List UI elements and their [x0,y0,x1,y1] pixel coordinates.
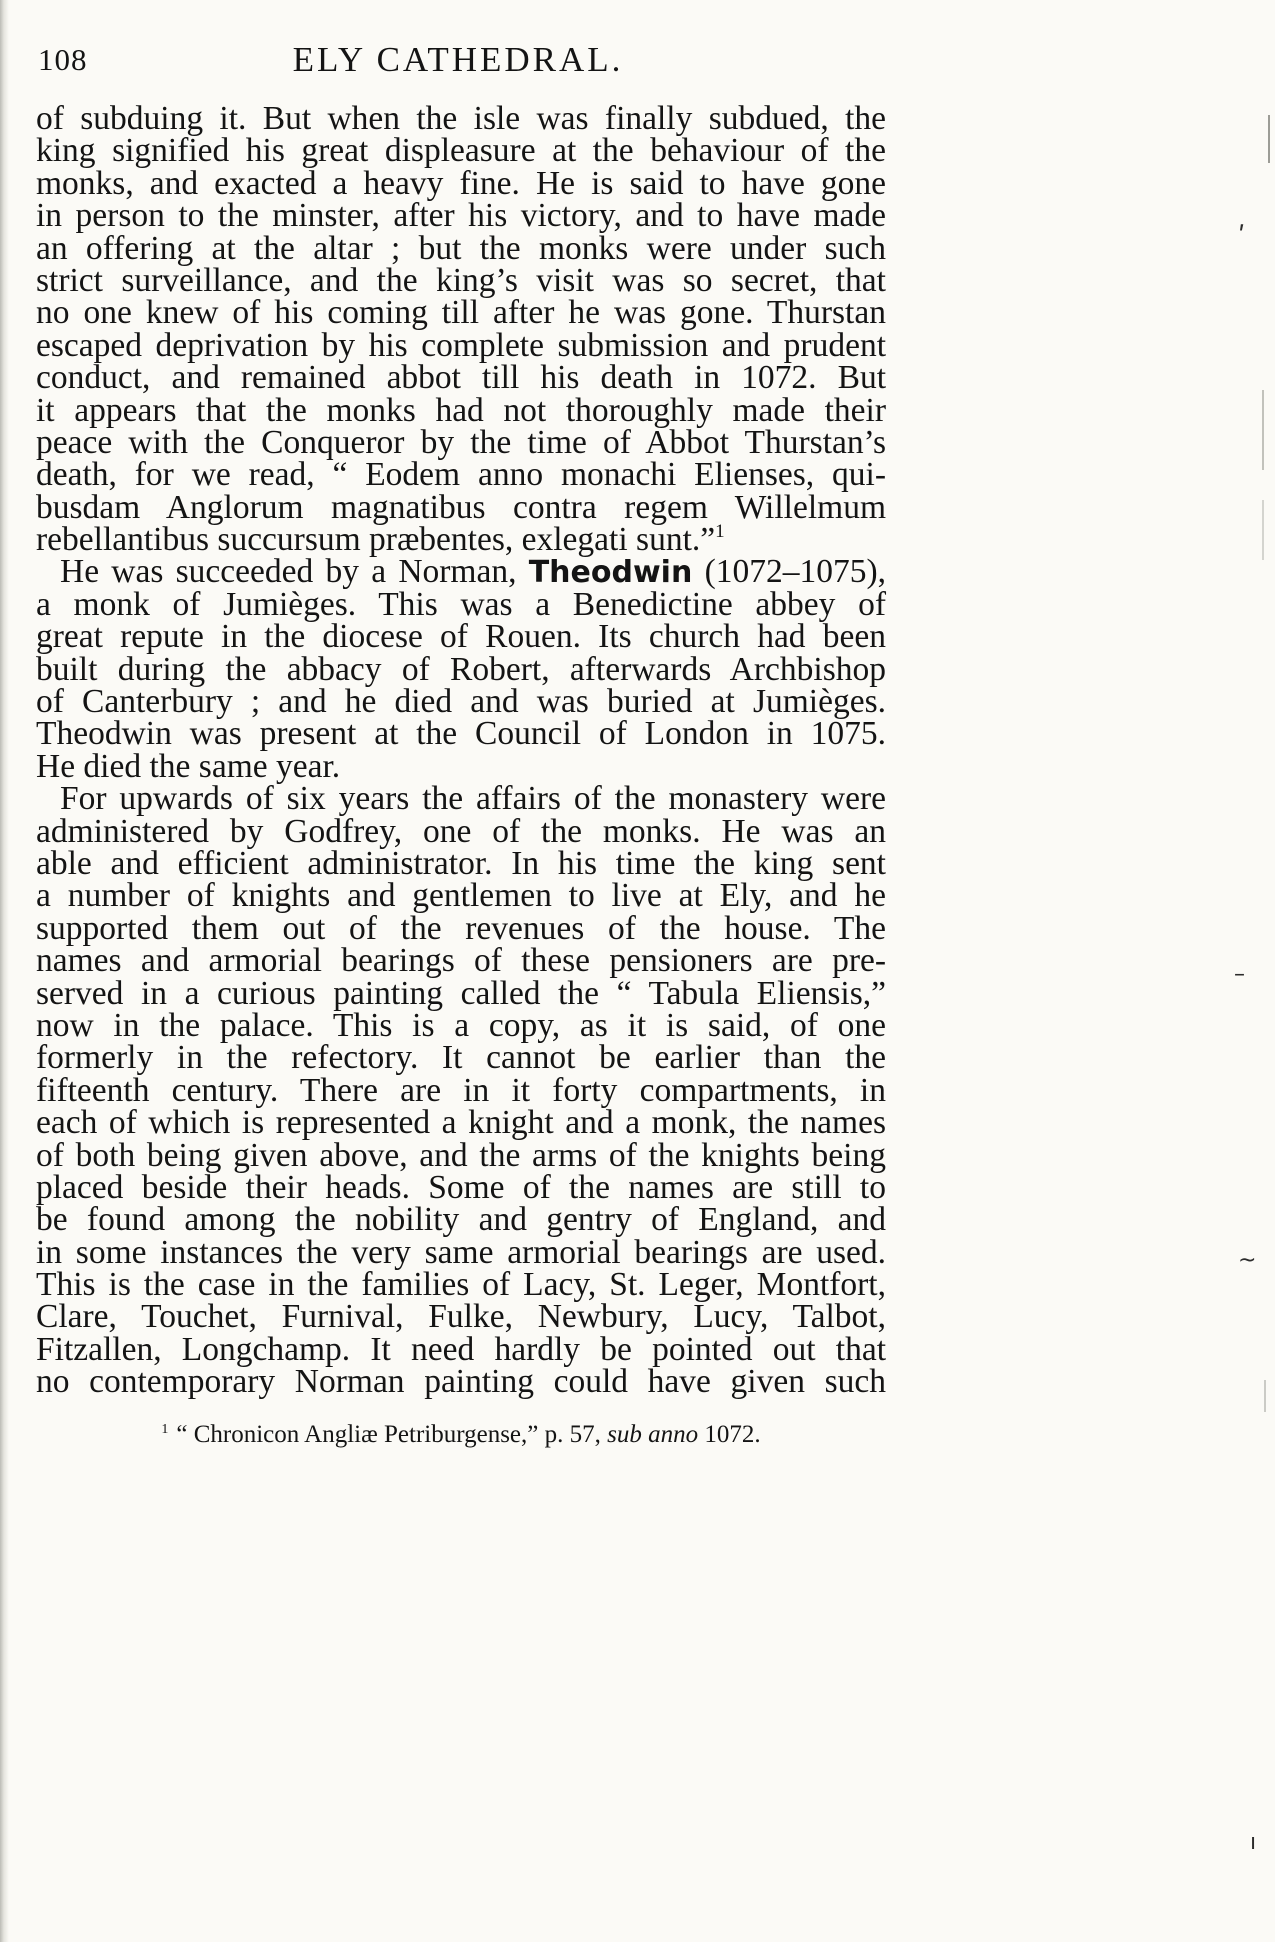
margin-speck [1268,115,1270,163]
abbot-name: Theodwin [528,555,693,591]
text-line: Fitzallen, Longchamp. It need hardly be pointed out that [36,1330,886,1368]
footnote-text-end: 1072. [704,1421,761,1448]
text-line: now in the palace. This is a copy, as it is said, of one [36,1006,886,1044]
text-line: This is the case in the families of Lacy, St. Leger, Montfort, [36,1266,886,1304]
text-line: For upwards of six years the affairs of the monastery were [60,780,886,818]
text-line: fifteenth century. There are in it forty compartments, in [36,1071,886,1109]
footnote [36,1415,886,1450]
margin-mark: ~ [1238,1248,1257,1273]
footnote-marker: 1 [161,1422,169,1437]
text-line: Clare, Touchet, Furnival, Fulke, Newbury, Lucy, Talbot, [36,1298,886,1336]
footnote-text: “ Chronicon Angliæ Petriburgense,” p. 57, [176,1421,601,1448]
text-fragment: He was succeeded by a Norman, [60,553,517,591]
running-title: ELY CATHEDRAL. [292,40,624,79]
text-line: names and armorial bearings of these pensioners are pre- [36,942,886,980]
text-line: of Canterbury ; and he died and was buried at Jumièges. [36,683,886,721]
running-header [38,38,878,88]
text-line: no contemporary Norman painting could have given such [36,1363,886,1401]
text-line: He died the same year. [36,747,341,785]
text-line: of both being given above, and the arms of the knights being [36,1136,886,1174]
text-line: a number of knights and gentlemen to live at Ely, and he [36,877,886,915]
text-line: administered by Godfrey, one of the monks. He was an [36,812,886,850]
footnote-italic: sub anno [607,1421,699,1448]
text-line: strict surveillance, and the king’s visit was so secret, that [36,261,886,299]
text-line [36,553,886,591]
text-line: no one knew of his coming till after he was gone. Thurstan [36,294,886,332]
text-line: Theodwin was present at the Council of London in 1075. [36,715,886,753]
text-fragment: (1072–1075), [704,553,886,591]
text-line: king signified his great displeasure at the behaviour of the [36,132,886,170]
body-text [36,100,886,1401]
text-line: formerly in the refectory. It cannot be earlier than the [36,1039,886,1077]
margin-speck [1264,1380,1266,1412]
margin-speck [1262,390,1264,470]
text-line: escaped deprivation by his complete submission and prudent [36,326,886,364]
margin-mark: ı [1250,1830,1257,1855]
margin-mark: ʹ [1238,222,1246,252]
text-line: great repute in the diocese of Rouen. Its church had been [36,618,886,656]
text-line: conduct, and remained abbot till his death in 1072. But [36,359,886,397]
text-line: an offering at the altar ; but the monks were under such [36,229,886,267]
text-line: built during the abbacy of Robert, afterwards Archbishop [36,650,886,688]
binding-edge [0,0,9,1942]
text-line [36,521,886,559]
text-line: it appears that the monks had not thoroughly made their [36,391,886,429]
text-line: supported them out of the revenues of the house. The [36,909,886,947]
text-line: able and efficient administrator. In his time the king sent [36,844,886,882]
text-line: be found among the nobility and gentry of England, and [36,1201,886,1239]
text-line: in person to the minster, after his victory, and to have made [36,197,886,235]
text-line: busdam Anglorum magnatibus contra regem Willelmum [36,488,886,526]
text-line: served in a curious painting called the “ Tabula Eliensis,” [36,974,886,1012]
text-line: death, for we read, “ Eodem anno monachi Elienses, qui- [36,456,886,494]
footnote-reference: 1 [715,521,725,543]
text-line: a monk of Jumièges. This was a Benedictine abbey of [36,585,886,623]
text-line: peace with the Conqueror by the time of Abbot Thurstan’s [36,423,886,461]
margin-mark: – [1234,962,1245,987]
text-line: placed beside their heads. Some of the names are still to [36,1168,886,1206]
page-number: 108 [38,42,88,77]
text-fragment: rebellantibus succursum præbentes, exlegati sunt.” [36,521,716,559]
text-line: each of which is represented a knight and a monk, the names [36,1104,886,1142]
text-line: of subduing it. But when the isle was finally subdued, the [36,100,886,137]
text-line: in some instances the very same armorial bearings are used. [36,1233,886,1271]
text-line: monks, and exacted a heavy fine. He is said to have gone [36,164,886,202]
margin-speck [1262,500,1264,560]
